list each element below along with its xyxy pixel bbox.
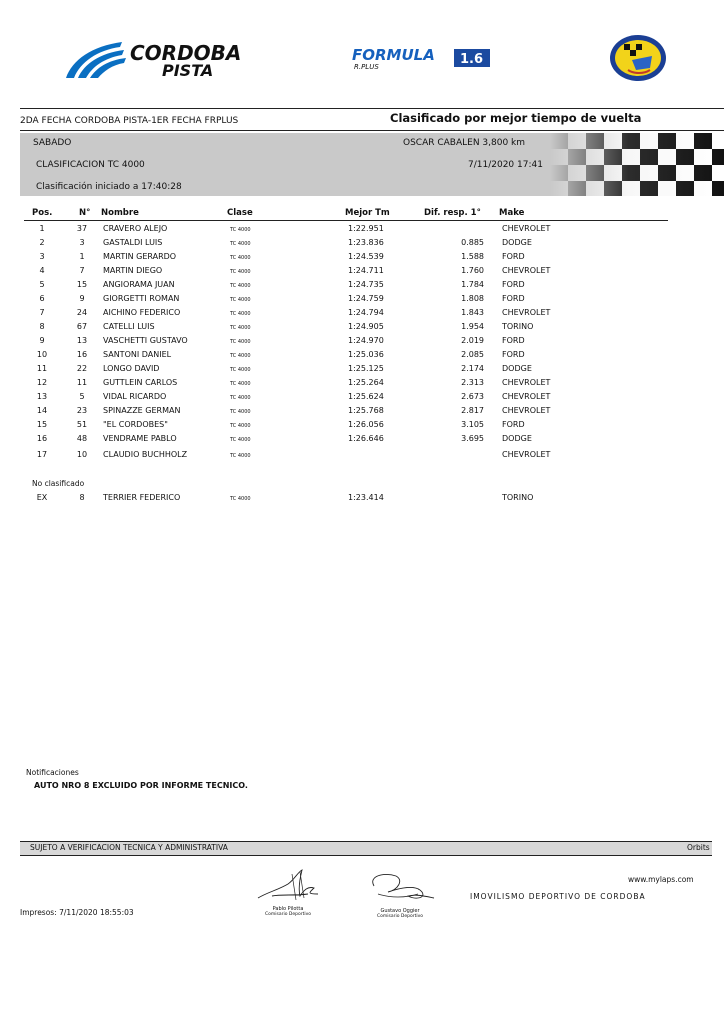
row-make: CHEVROLET bbox=[502, 266, 551, 275]
row-name: CATELLI LUIS bbox=[103, 322, 155, 331]
row-clase: TC 4000 bbox=[230, 227, 251, 233]
row-best: 1:26.646 bbox=[348, 434, 384, 443]
row-name: GIORGETTI ROMAN bbox=[103, 294, 180, 303]
table-row bbox=[0, 434, 724, 448]
signature-1-name: Pablo Pilotta bbox=[272, 906, 304, 912]
organization-name: IMOVILISMO DEPORTIVO DE CORDOBA bbox=[470, 892, 646, 901]
row-num: 67 bbox=[76, 322, 88, 331]
row-pos: 5 bbox=[39, 280, 45, 289]
row-pos: 7 bbox=[39, 308, 45, 317]
row-make: DODGE bbox=[502, 364, 532, 373]
table-row bbox=[0, 450, 724, 464]
row-make: DODGE bbox=[502, 238, 532, 247]
row-make: FORD bbox=[502, 252, 525, 261]
formula-logo-sub: R.PLUS bbox=[354, 63, 379, 70]
row-pos: 11 bbox=[36, 364, 48, 373]
header-rule-top bbox=[20, 108, 724, 109]
row-num: 9 bbox=[79, 294, 85, 303]
row-num: 8 bbox=[79, 493, 85, 502]
row-num: 22 bbox=[76, 364, 88, 373]
row-pos: 6 bbox=[39, 294, 45, 303]
formula-logo-text: FORMULA bbox=[352, 46, 435, 64]
row-name: MARTIN GERARDO bbox=[103, 252, 177, 261]
row-name: SPINAZZE GERMAN bbox=[103, 406, 181, 415]
table-row bbox=[0, 364, 724, 378]
notifications-text: AUTO NRO 8 EXCLUIDO POR INFORME TECNICO. bbox=[34, 781, 248, 790]
row-clase: TC 4000 bbox=[230, 255, 251, 261]
col-num-header: N° bbox=[79, 208, 91, 218]
row-clase: TC 4000 bbox=[230, 381, 251, 387]
session-datetime: 7/11/2020 17:41 bbox=[468, 160, 543, 170]
row-make: TORINO bbox=[502, 493, 534, 502]
row-make: FORD bbox=[502, 350, 525, 359]
table-row bbox=[0, 406, 724, 420]
row-name: ANGIORAMA JUAN bbox=[103, 280, 175, 289]
event-title: 2DA FECHA CORDOBA PISTA-1ER FECHA FRPLUS bbox=[20, 116, 239, 126]
row-dif: 1.588 bbox=[461, 252, 484, 261]
col-make-header: Make bbox=[499, 208, 525, 218]
row-num: 5 bbox=[79, 392, 85, 401]
row-pos: 3 bbox=[39, 252, 45, 261]
row-dif: 1.808 bbox=[461, 294, 484, 303]
row-best: 1:24.711 bbox=[348, 266, 384, 275]
signature-1-scribble bbox=[248, 868, 332, 902]
signature-2-scribble bbox=[360, 870, 444, 904]
row-dif: 0.885 bbox=[461, 238, 484, 247]
row-pos: 15 bbox=[36, 420, 48, 429]
row-best: 1:25.768 bbox=[348, 406, 384, 415]
row-dif: 1.760 bbox=[461, 266, 484, 275]
row-num: 11 bbox=[76, 378, 88, 387]
table-row bbox=[0, 238, 724, 252]
row-num: 1 bbox=[79, 252, 85, 261]
row-make: FORD bbox=[502, 336, 525, 345]
row-dif: 2.673 bbox=[461, 392, 484, 401]
row-dif: 3.105 bbox=[461, 420, 484, 429]
signature-block-2 bbox=[360, 870, 444, 924]
table-row bbox=[0, 280, 724, 294]
row-name: CLAUDIO BUCHHOLZ bbox=[103, 450, 188, 459]
footer-subject: SUJETO A VERIFICACION TECNICA Y ADMINISTRATIVA bbox=[30, 843, 228, 852]
row-name: TERRIER FEDERICO bbox=[103, 493, 181, 502]
row-clase: TC 4000 bbox=[230, 353, 251, 359]
row-best: 1:24.794 bbox=[348, 308, 384, 317]
row-num: 23 bbox=[76, 406, 88, 415]
mylaps-url: www.mylaps.com bbox=[628, 875, 694, 884]
row-pos: 12 bbox=[36, 378, 48, 387]
row-dif: 2.817 bbox=[461, 406, 484, 415]
table-row bbox=[0, 392, 724, 406]
row-best: 1:24.970 bbox=[348, 336, 384, 345]
signature-2-name: Gustavo Oggier bbox=[380, 908, 420, 914]
row-best: 1:25.125 bbox=[348, 364, 384, 373]
cordoba-pista-logo bbox=[62, 38, 242, 80]
cordoba-logo-text2: PISTA bbox=[162, 61, 214, 80]
row-pos: 4 bbox=[39, 266, 45, 275]
session-start: Clasificación iniciado a 17:40:28 bbox=[36, 182, 182, 192]
row-make: TORINO bbox=[502, 322, 534, 331]
row-best: 1:25.624 bbox=[348, 392, 384, 401]
table-row bbox=[0, 266, 724, 280]
row-clase: TC 4000 bbox=[230, 409, 251, 415]
row-dif: 1.843 bbox=[461, 308, 484, 317]
printed-timestamp: Impresos: 7/11/2020 18:55:03 bbox=[20, 908, 134, 917]
row-clase: TC 4000 bbox=[230, 325, 251, 331]
row-pos: 14 bbox=[36, 406, 48, 415]
row-clase: TC 4000 bbox=[230, 395, 251, 401]
signature-block-1 bbox=[248, 868, 332, 922]
row-name: MARTIN DIEGO bbox=[103, 266, 163, 275]
row-best: 1:25.264 bbox=[348, 378, 384, 387]
row-num: 3 bbox=[79, 238, 85, 247]
session-day: SABADO bbox=[33, 138, 72, 148]
row-best: 1:23.414 bbox=[348, 493, 384, 502]
table-row bbox=[0, 336, 724, 350]
table-row-excluded bbox=[0, 493, 724, 507]
row-num: 37 bbox=[76, 224, 88, 233]
row-dif: 1.784 bbox=[461, 280, 484, 289]
row-name: AICHINO FEDERICO bbox=[103, 308, 181, 317]
row-clase: TC 4000 bbox=[230, 423, 251, 429]
row-pos: 9 bbox=[39, 336, 45, 345]
row-best: 1:24.759 bbox=[348, 294, 384, 303]
row-num: 7 bbox=[79, 266, 85, 275]
col-clase-header: Clase bbox=[227, 208, 253, 218]
row-num: 24 bbox=[76, 308, 88, 317]
row-pos: 1 bbox=[39, 224, 45, 233]
row-make: FORD bbox=[502, 294, 525, 303]
row-clase: TC 4000 bbox=[230, 367, 251, 373]
header-rule-bottom bbox=[20, 130, 724, 131]
table-row bbox=[0, 308, 724, 322]
row-dif: 2.174 bbox=[461, 364, 484, 373]
row-name: VIDAL RICARDO bbox=[103, 392, 167, 401]
row-pos: 17 bbox=[36, 450, 48, 459]
table-row bbox=[0, 294, 724, 308]
row-pos: EX bbox=[36, 493, 48, 502]
row-make: CHEVROLET bbox=[502, 392, 551, 401]
session-name: CLASIFICACION TC 4000 bbox=[36, 160, 145, 170]
row-name: SANTONI DANIEL bbox=[103, 350, 172, 359]
row-dif: 2.085 bbox=[461, 350, 484, 359]
row-num: 51 bbox=[76, 420, 88, 429]
row-make: CHEVROLET bbox=[502, 308, 551, 317]
row-name: "EL CORDOBES" bbox=[103, 420, 168, 429]
row-make: CHEVROLET bbox=[502, 450, 551, 459]
table-row bbox=[0, 378, 724, 392]
classification-title: Clasificado por mejor tiempo de vuelta bbox=[390, 111, 642, 125]
row-pos: 13 bbox=[36, 392, 48, 401]
row-make: CHEVROLET bbox=[502, 378, 551, 387]
row-name: GUTTLEIN CARLOS bbox=[103, 378, 178, 387]
row-dif: 1.954 bbox=[461, 322, 484, 331]
table-row bbox=[0, 322, 724, 336]
col-dif-header: Dif. resp. 1° bbox=[424, 208, 481, 218]
table-header-rule bbox=[24, 220, 668, 221]
row-best: 1:23.836 bbox=[348, 238, 384, 247]
row-clase: TC 4000 bbox=[230, 283, 251, 289]
row-make: DODGE bbox=[502, 434, 532, 443]
row-name: VENDRAME PABLO bbox=[103, 434, 177, 443]
row-dif: 2.313 bbox=[461, 378, 484, 387]
checkered-flag-graphic bbox=[550, 133, 724, 196]
row-best: 1:25.036 bbox=[348, 350, 384, 359]
formula-plus-logo bbox=[350, 46, 492, 70]
signature-2-role: Comisario Deportivo bbox=[376, 914, 424, 919]
row-best: 1:24.735 bbox=[348, 280, 384, 289]
row-pos: 10 bbox=[36, 350, 48, 359]
row-clase: TC 4000 bbox=[230, 311, 251, 317]
not-classified-label: No clasificado bbox=[32, 479, 85, 488]
row-pos: 16 bbox=[36, 434, 48, 443]
row-clase: TC 4000 bbox=[230, 437, 251, 443]
signature-1-role: Comisario Deportivo bbox=[264, 912, 312, 917]
row-make: CHEVROLET bbox=[502, 224, 551, 233]
row-best: 1:24.905 bbox=[348, 322, 384, 331]
row-num: 10 bbox=[76, 450, 88, 459]
row-clase: TC 4000 bbox=[230, 269, 251, 275]
row-name: CRAVERO ALEJO bbox=[103, 224, 168, 233]
row-best: 1:26.056 bbox=[348, 420, 384, 429]
row-clase: TC 4000 bbox=[230, 453, 251, 459]
row-clase: TC 4000 bbox=[230, 297, 251, 303]
row-clase: TC 4000 bbox=[230, 496, 251, 502]
row-num: 16 bbox=[76, 350, 88, 359]
table-row bbox=[0, 420, 724, 434]
row-clase: TC 4000 bbox=[230, 241, 251, 247]
col-pos-header: Pos. bbox=[32, 208, 53, 218]
row-make: FORD bbox=[502, 280, 525, 289]
table-row bbox=[0, 252, 724, 266]
row-make: FORD bbox=[502, 420, 525, 429]
row-name: LONGO DAVID bbox=[103, 364, 160, 373]
cordoba-logo-text1: CORDOBA bbox=[130, 41, 242, 65]
notifications-label: Notificaciones bbox=[26, 768, 79, 777]
federation-seal-logo bbox=[608, 34, 668, 82]
table-row bbox=[0, 350, 724, 364]
row-clase: TC 4000 bbox=[230, 339, 251, 345]
col-name-header: Nombre bbox=[101, 208, 139, 218]
col-best-header: Mejor Tm bbox=[345, 208, 390, 218]
table-row bbox=[0, 224, 724, 238]
row-num: 13 bbox=[76, 336, 88, 345]
row-pos: 8 bbox=[39, 322, 45, 331]
row-num: 48 bbox=[76, 434, 88, 443]
row-dif: 3.695 bbox=[461, 434, 484, 443]
row-pos: 2 bbox=[39, 238, 45, 247]
row-best: 1:24.539 bbox=[348, 252, 384, 261]
row-num: 15 bbox=[76, 280, 88, 289]
row-make: CHEVROLET bbox=[502, 406, 551, 415]
row-name: GASTALDI LUIS bbox=[103, 238, 163, 247]
track-name: OSCAR CABALEN 3,800 km bbox=[403, 138, 526, 148]
row-dif: 2.019 bbox=[461, 336, 484, 345]
row-best: 1:22.951 bbox=[348, 224, 384, 233]
formula-logo-badge: 1.6 bbox=[460, 52, 484, 67]
footer-orbits: Orbits bbox=[687, 843, 710, 852]
row-name: VASCHETTI GUSTAVO bbox=[103, 336, 188, 345]
